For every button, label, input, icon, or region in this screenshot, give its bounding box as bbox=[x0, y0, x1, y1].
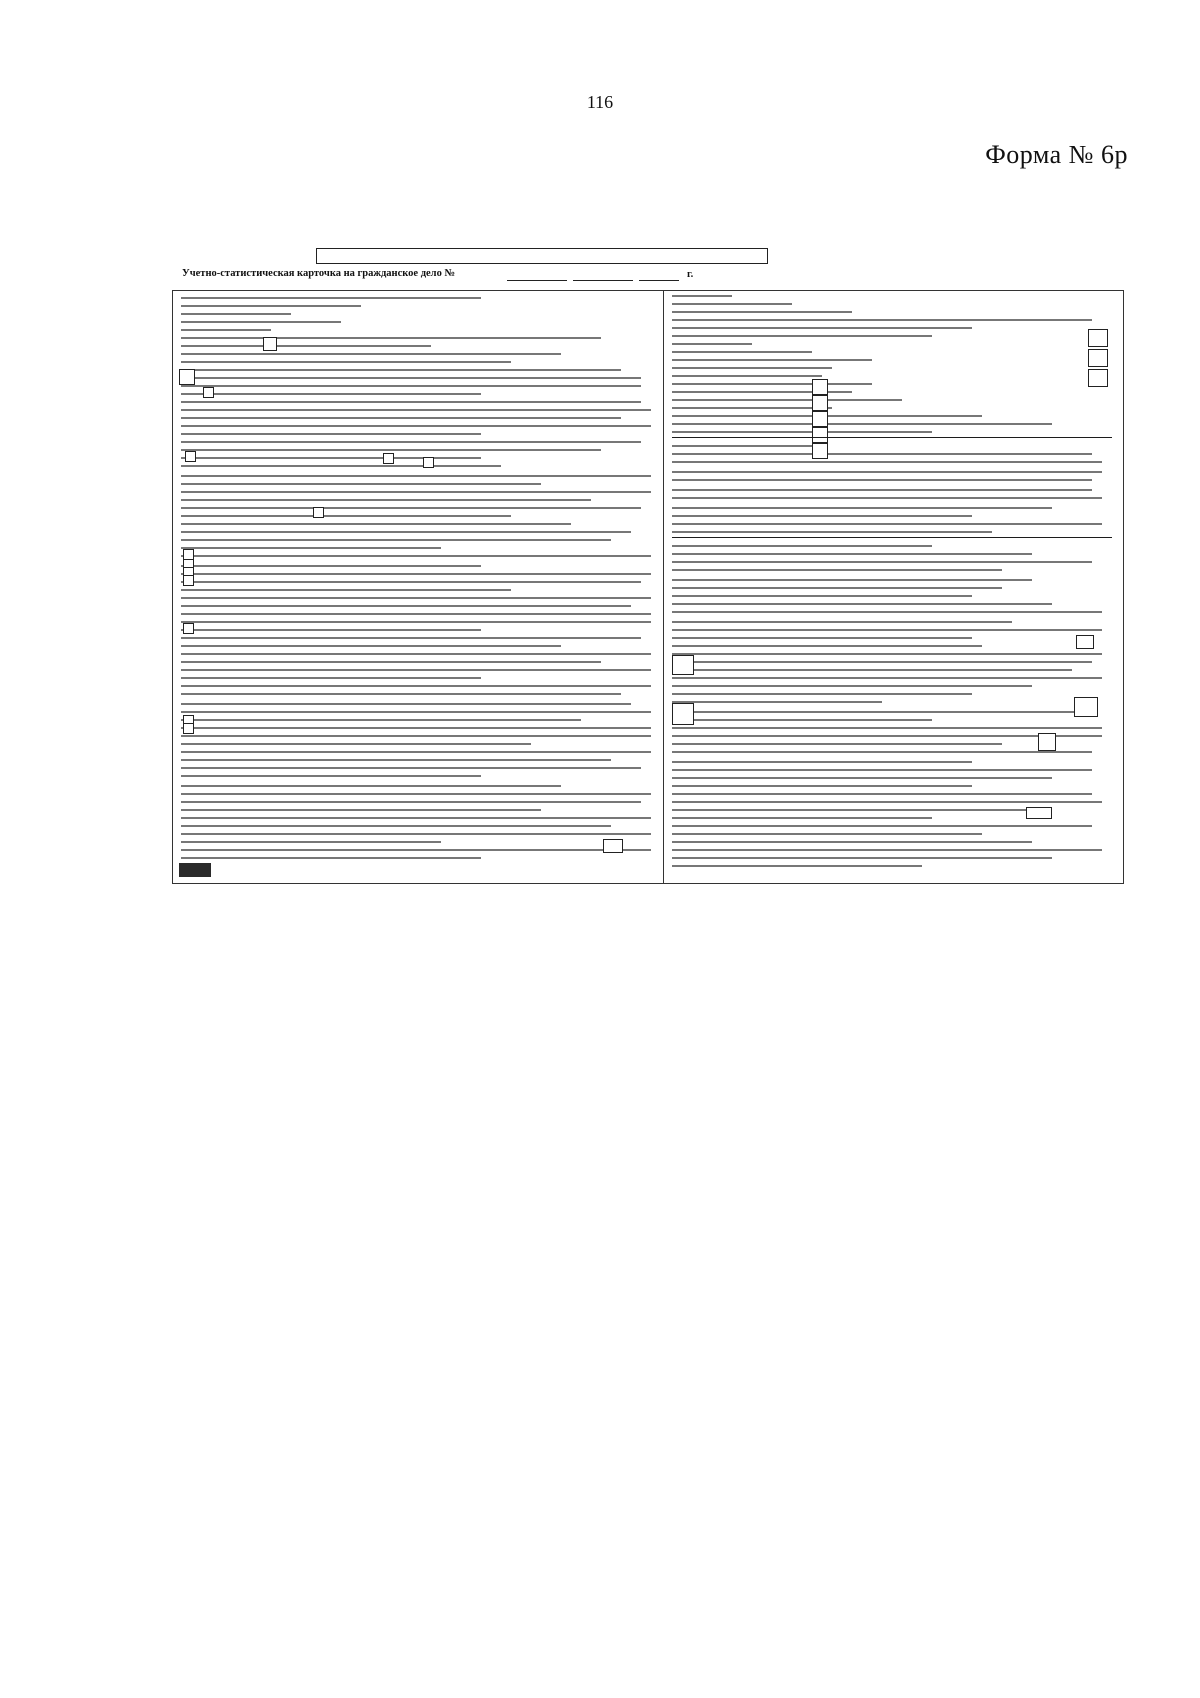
text-line bbox=[181, 751, 651, 753]
checkbox bbox=[263, 337, 277, 351]
checkbox bbox=[672, 703, 694, 725]
checkbox bbox=[1088, 349, 1108, 367]
text-line bbox=[181, 801, 641, 803]
text-line bbox=[181, 711, 651, 713]
form-title: Форма № 6р bbox=[985, 140, 1128, 169]
text-line bbox=[672, 311, 852, 313]
section-rule bbox=[672, 437, 1112, 438]
text-line bbox=[181, 637, 641, 639]
text-line bbox=[181, 669, 651, 671]
checkbox bbox=[383, 453, 394, 464]
text-line bbox=[181, 653, 651, 655]
text-line bbox=[181, 401, 641, 403]
case-number-line-2 bbox=[573, 280, 633, 281]
text-line bbox=[181, 465, 501, 467]
text-line bbox=[181, 499, 591, 501]
text-line bbox=[181, 539, 611, 541]
text-line bbox=[672, 809, 1032, 811]
checkbox bbox=[603, 839, 623, 853]
text-line bbox=[181, 433, 481, 435]
checkbox bbox=[812, 379, 828, 395]
checkbox bbox=[672, 655, 694, 675]
text-line bbox=[672, 445, 812, 447]
text-line bbox=[181, 417, 621, 419]
text-line bbox=[672, 587, 1002, 589]
text-line bbox=[181, 369, 621, 371]
checkbox bbox=[183, 623, 194, 634]
text-line bbox=[672, 343, 752, 345]
text-line bbox=[181, 409, 651, 411]
text-line bbox=[181, 613, 651, 615]
text-line bbox=[181, 735, 651, 737]
text-line bbox=[181, 743, 531, 745]
text-line bbox=[181, 661, 601, 663]
checkbox bbox=[1076, 635, 1094, 649]
checkbox bbox=[183, 723, 194, 734]
text-line bbox=[672, 817, 932, 819]
text-line bbox=[672, 295, 732, 297]
text-line bbox=[672, 785, 972, 787]
text-line bbox=[672, 769, 1092, 771]
text-line bbox=[181, 693, 621, 695]
text-line bbox=[672, 351, 812, 353]
checkbox bbox=[1088, 329, 1108, 347]
text-line bbox=[181, 833, 651, 835]
registration-card bbox=[172, 244, 1124, 884]
text-line bbox=[181, 841, 441, 843]
text-line bbox=[181, 353, 561, 355]
text-line bbox=[181, 857, 481, 859]
text-line bbox=[181, 645, 561, 647]
case-number-line-3 bbox=[639, 280, 679, 281]
text-line bbox=[181, 531, 631, 533]
text-line bbox=[672, 801, 1102, 803]
text-line bbox=[181, 547, 441, 549]
text-line bbox=[672, 399, 902, 401]
text-line bbox=[181, 703, 631, 705]
text-line bbox=[672, 553, 1032, 555]
text-line bbox=[672, 751, 1092, 753]
text-line bbox=[181, 817, 651, 819]
text-line bbox=[181, 385, 641, 387]
text-line bbox=[181, 491, 651, 493]
text-line bbox=[672, 561, 1092, 563]
section-rule bbox=[672, 537, 1112, 538]
card-title bbox=[182, 268, 455, 279]
uid-field bbox=[316, 248, 768, 264]
text-line bbox=[181, 297, 481, 299]
checkbox bbox=[185, 451, 196, 462]
text-line bbox=[672, 335, 932, 337]
text-line bbox=[181, 441, 641, 443]
text-line bbox=[181, 785, 561, 787]
text-line bbox=[672, 849, 1102, 851]
text-line bbox=[181, 321, 341, 323]
text-line bbox=[672, 453, 1092, 455]
text-line bbox=[181, 475, 651, 477]
text-line bbox=[672, 359, 872, 361]
text-line bbox=[672, 375, 822, 377]
checkbox bbox=[1088, 369, 1108, 387]
text-line bbox=[672, 327, 972, 329]
right-column bbox=[664, 291, 1124, 883]
text-line bbox=[672, 719, 932, 721]
text-line bbox=[672, 677, 1102, 679]
text-line bbox=[672, 865, 922, 867]
text-line bbox=[672, 711, 1092, 713]
case-year-suffix: г. bbox=[687, 269, 694, 280]
text-line bbox=[672, 603, 1052, 605]
case-number-fields bbox=[507, 270, 812, 282]
text-line bbox=[181, 685, 651, 687]
text-line bbox=[672, 841, 1032, 843]
checkbox bbox=[1026, 807, 1052, 819]
text-line bbox=[181, 393, 481, 395]
text-line bbox=[181, 425, 651, 427]
text-line bbox=[672, 629, 1102, 631]
page-number: 116 bbox=[586, 92, 614, 112]
text-line bbox=[181, 337, 601, 339]
text-line bbox=[181, 621, 651, 623]
text-line bbox=[181, 555, 651, 557]
text-line bbox=[672, 507, 1052, 509]
text-line bbox=[181, 629, 481, 631]
text-line bbox=[672, 431, 932, 433]
checkbox bbox=[812, 411, 828, 427]
text-line bbox=[672, 479, 1092, 481]
text-line bbox=[181, 361, 511, 363]
text-line bbox=[672, 669, 1072, 671]
text-line bbox=[672, 661, 1092, 663]
text-line bbox=[672, 761, 972, 763]
text-line bbox=[672, 825, 1092, 827]
text-line bbox=[181, 457, 481, 459]
text-line bbox=[181, 605, 631, 607]
text-line bbox=[181, 313, 291, 315]
checkbox bbox=[313, 507, 324, 518]
text-line bbox=[181, 305, 361, 307]
text-line bbox=[672, 579, 1032, 581]
checkbox bbox=[203, 387, 214, 398]
text-line bbox=[672, 367, 832, 369]
text-line bbox=[181, 589, 511, 591]
text-line bbox=[672, 383, 872, 385]
checkbox bbox=[183, 575, 194, 586]
text-line bbox=[181, 573, 651, 575]
text-line bbox=[181, 677, 481, 679]
text-line bbox=[672, 497, 1102, 499]
text-line bbox=[672, 569, 1002, 571]
text-line bbox=[672, 833, 982, 835]
checkbox bbox=[812, 395, 828, 411]
text-line bbox=[672, 489, 1092, 491]
text-line bbox=[181, 565, 481, 567]
text-line bbox=[181, 759, 611, 761]
text-line bbox=[672, 523, 1102, 525]
checkbox bbox=[1038, 733, 1056, 751]
case-number-line-1 bbox=[507, 280, 567, 281]
text-line bbox=[181, 449, 601, 451]
text-line bbox=[181, 581, 641, 583]
text-line bbox=[181, 727, 651, 729]
text-line bbox=[181, 377, 641, 379]
card-body bbox=[172, 290, 1124, 884]
text-line bbox=[181, 523, 571, 525]
text-line bbox=[672, 727, 1102, 729]
card-header bbox=[172, 244, 1124, 286]
checkbox bbox=[179, 369, 195, 385]
checkbox bbox=[1074, 697, 1098, 717]
text-line bbox=[181, 345, 431, 347]
checkbox bbox=[423, 457, 434, 468]
left-column bbox=[173, 291, 662, 883]
text-line bbox=[672, 793, 1092, 795]
text-line bbox=[672, 423, 1052, 425]
text-line bbox=[672, 461, 1102, 463]
text-line bbox=[181, 849, 651, 851]
text-line bbox=[672, 545, 932, 547]
text-line bbox=[672, 611, 1102, 613]
text-line bbox=[672, 515, 972, 517]
text-line bbox=[181, 767, 641, 769]
text-line bbox=[672, 857, 1052, 859]
text-line bbox=[672, 303, 792, 305]
text-line bbox=[181, 793, 651, 795]
checkbox bbox=[812, 443, 828, 459]
text-line bbox=[672, 471, 1102, 473]
text-line bbox=[181, 597, 651, 599]
text-line bbox=[672, 685, 1032, 687]
corner-stamp bbox=[179, 863, 211, 877]
text-line bbox=[672, 701, 882, 703]
text-line bbox=[181, 329, 271, 331]
text-line bbox=[181, 825, 611, 827]
text-line bbox=[672, 621, 1012, 623]
text-line bbox=[672, 407, 832, 409]
card-title-text: Учетно-статистическая карточка на гражданское дело № bbox=[182, 268, 455, 279]
text-line bbox=[672, 531, 992, 533]
text-line bbox=[672, 777, 1052, 779]
text-line bbox=[672, 637, 972, 639]
text-line bbox=[181, 775, 481, 777]
text-line bbox=[181, 507, 641, 509]
text-line bbox=[181, 809, 541, 811]
text-line bbox=[672, 595, 972, 597]
text-line bbox=[672, 653, 1102, 655]
text-line bbox=[672, 645, 982, 647]
text-line bbox=[672, 693, 972, 695]
checkbox bbox=[812, 427, 828, 443]
text-line bbox=[672, 743, 1002, 745]
text-line bbox=[181, 515, 511, 517]
text-line bbox=[181, 719, 581, 721]
text-line bbox=[672, 319, 1092, 321]
text-line bbox=[181, 483, 541, 485]
